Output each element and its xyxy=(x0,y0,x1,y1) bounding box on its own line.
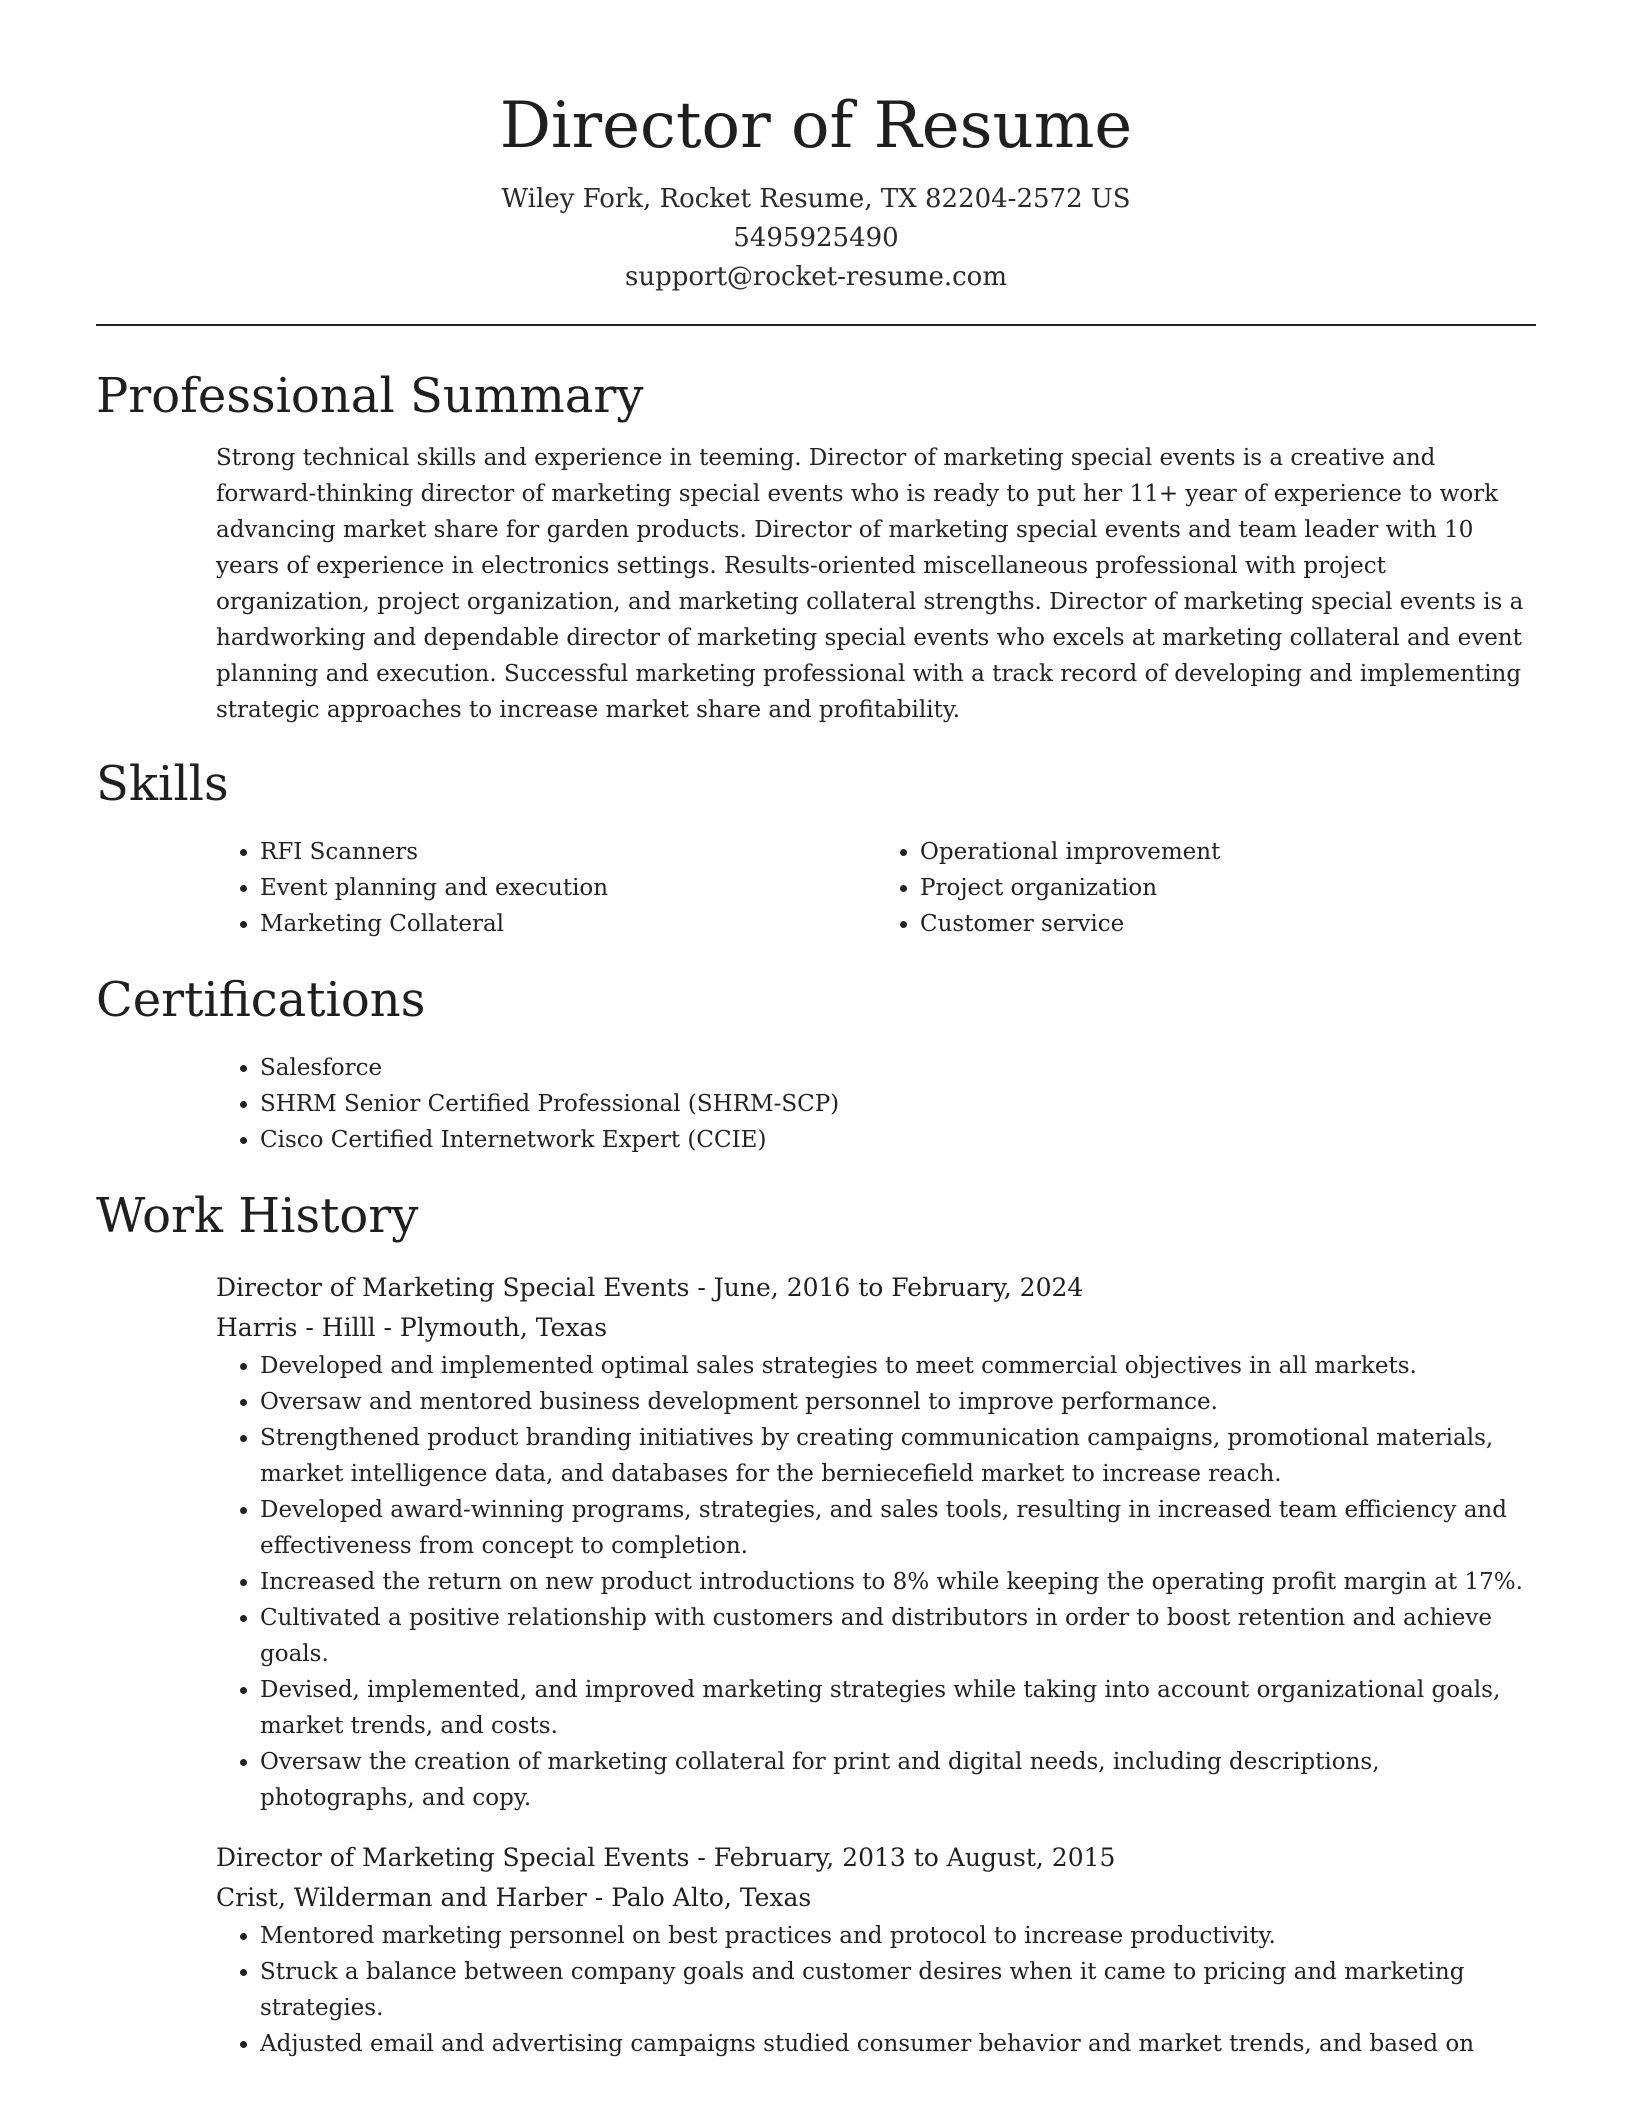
resume-header xyxy=(96,82,1536,297)
certification-item: • Salesforce xyxy=(260,1050,1536,1086)
certification-item: • Cisco Certified Internetwork Expert (CCIE) xyxy=(260,1122,1536,1158)
job-company-line: Crist, Wilderman and Harber - Palo Alto, Texas xyxy=(216,1883,812,1912)
skill-item: • Marketing Collateral xyxy=(260,906,876,942)
summary-section xyxy=(96,366,1536,728)
skill-item: • Project organization xyxy=(920,870,1536,906)
phone: 5495925490 xyxy=(733,223,899,253)
resume-name: Director of Resume xyxy=(499,89,1133,163)
job-bullet: • Strengthened product branding initiatives by creating communication campaigns, promotional materials, market intelligence data, and databases for the berniecefield market to increase reach. xyxy=(260,1420,1536,1492)
skills-right-list xyxy=(876,834,1536,942)
contact-block xyxy=(96,180,1536,297)
address: Wiley Fork, Rocket Resume, TX 82204-2572 US xyxy=(501,184,1131,214)
skills-left-list xyxy=(216,834,876,942)
job-bullets xyxy=(216,1918,1536,2062)
skills-columns xyxy=(216,834,1536,942)
skills-title: Skills xyxy=(96,756,229,812)
certifications-section xyxy=(96,970,1536,1158)
job-company-line: Harris - Hilll - Plymouth, Texas xyxy=(216,1313,608,1342)
certifications-body xyxy=(216,1050,1536,1158)
job-bullet: • Increased the return on new product introductions to 8% while keeping the operating profit margin at 17%. xyxy=(260,1564,1536,1600)
certifications-list xyxy=(216,1050,1536,1158)
job-bullet: • Cultivated a positive relationship with customers and distributors in order to boost retention and achieve goals. xyxy=(260,1600,1536,1672)
skill-item: • RFI Scanners xyxy=(260,834,876,870)
skill-item: • Event planning and execution xyxy=(260,870,876,906)
certification-item: • SHRM Senior Certified Professional (SHRM-SCP) xyxy=(260,1086,1536,1122)
job-title-line: Director of Marketing Special Events - February, 2013 to August, 2015 xyxy=(216,1843,1116,1872)
job-bullet: • Developed award-winning programs, strategies, and sales tools, resulting in increased team efficiency and effectiveness from concept to completion. xyxy=(260,1492,1536,1564)
skill-item: • Customer service xyxy=(920,906,1536,942)
job-bullet: • Devised, implemented, and improved marketing strategies while taking into account organizational goals, market trends, and costs. xyxy=(260,1672,1536,1744)
header-divider xyxy=(96,324,1536,326)
job-bullet: • Oversaw and mentored business development personnel to improve performance. xyxy=(260,1384,1536,1420)
job-entry xyxy=(216,1838,1536,2062)
job-title-line: Director of Marketing Special Events - June, 2016 to February, 2024 xyxy=(216,1273,1084,1302)
job-bullet: • Adjusted email and advertising campaigns studied consumer behavior and market trends, and based on xyxy=(260,2026,1536,2062)
email: support@rocket-resume.com xyxy=(624,262,1007,292)
work-history-section xyxy=(96,1186,1536,2062)
certifications-title: Certifications xyxy=(96,972,426,1028)
job-bullet: • Developed and implemented optimal sales strategies to meet commercial objectives in all markets. xyxy=(260,1348,1536,1384)
work-history-title: Work History xyxy=(96,1188,419,1244)
job-bullets xyxy=(216,1348,1536,1816)
job-bullet: • Struck a balance between company goals and customer desires when it came to pricing and marketing strategies. xyxy=(260,1954,1536,2026)
summary-text: Strong technical skills and experience in teeming. Director of marketing special events is a creative and forward-thinking director of marketing special events who is ready to put her 11+ year of experience to work advancing market share for garden products. Director of marketing special events and team leader with 10 years of experience in electronics settings. Results-oriented miscellaneous professional with project organization, project organization, and marketing collateral strengths. Director of marketing special events is a hardworking and dependable director of marketing special events who excels at marketing collateral and event planning and execution. Successful marketing professional with a track record of developing and implementing strategic approaches to increase market share and profitability. xyxy=(216,445,1524,723)
job-entry xyxy=(216,1268,1536,1816)
skills-section xyxy=(96,754,1536,942)
job-bullet: • Mentored marketing personnel on best practices and protocol to increase productivity. xyxy=(260,1918,1536,1954)
skill-item: • Operational improvement xyxy=(920,834,1536,870)
summary-title: Professional Summary xyxy=(96,368,644,424)
job-bullet: • Oversaw the creation of marketing collateral for print and digital needs, including descriptions, photographs, and copy. xyxy=(260,1744,1536,1816)
